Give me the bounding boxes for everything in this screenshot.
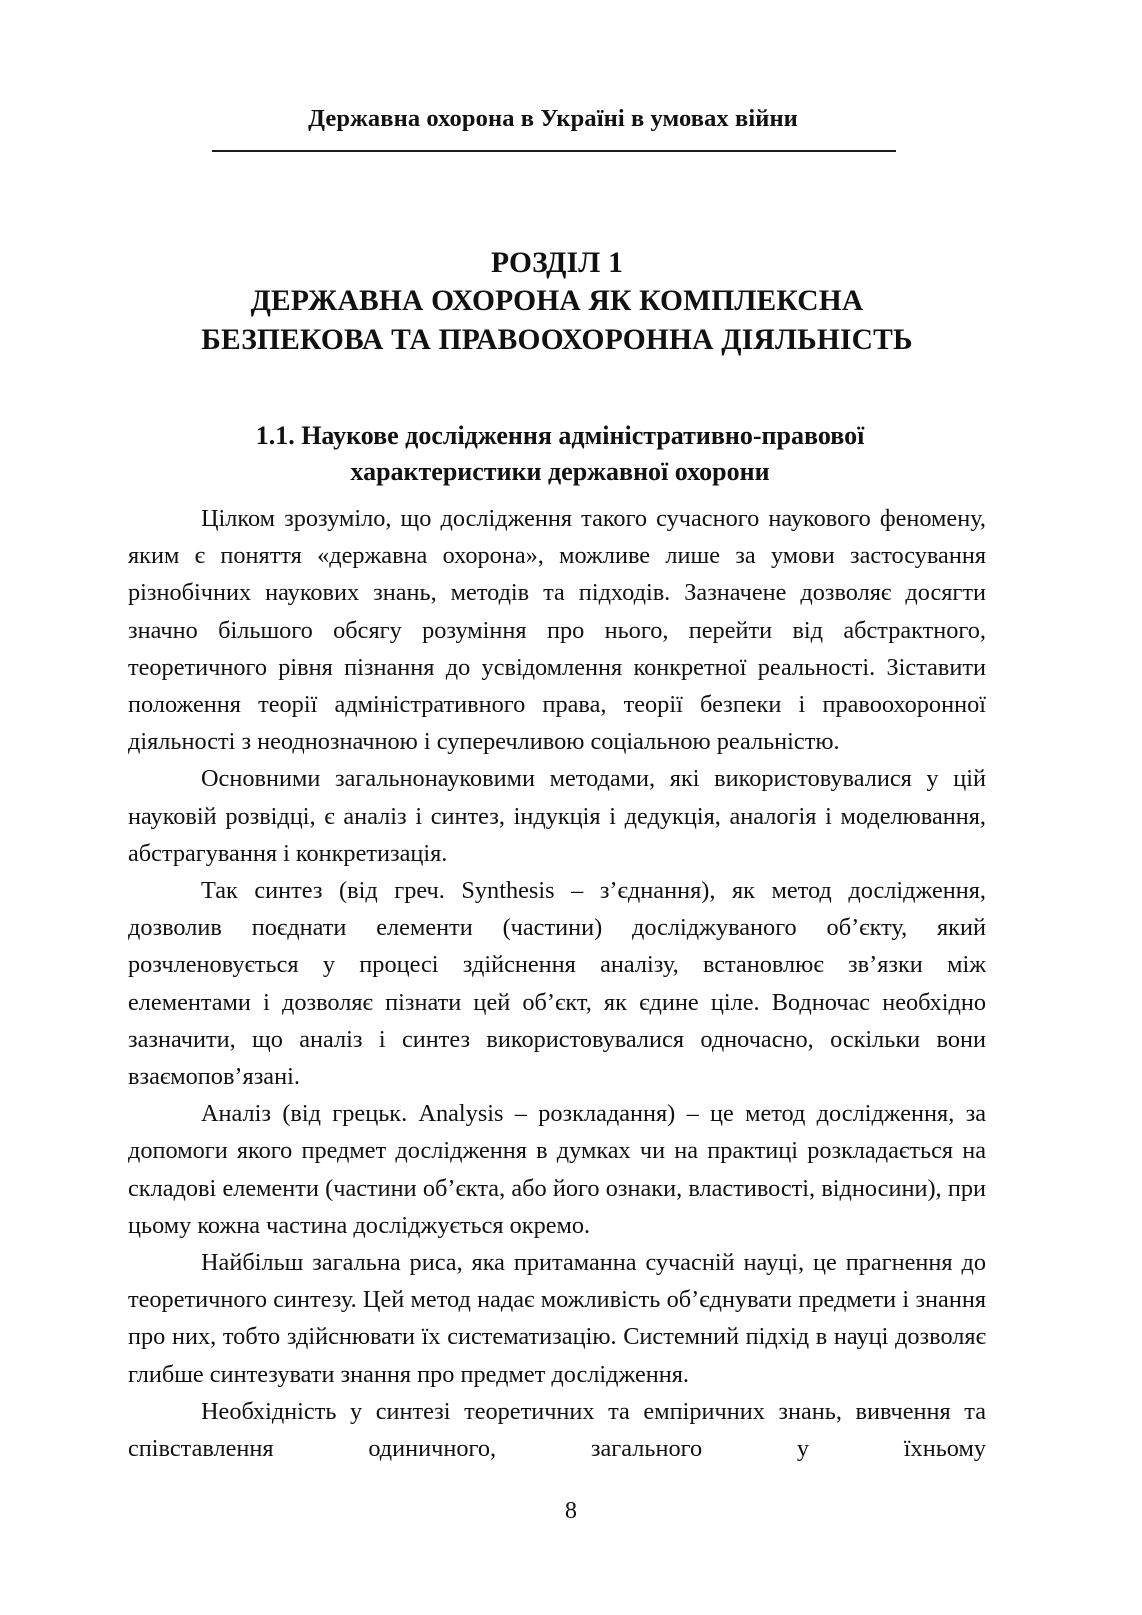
header-rule: [212, 150, 896, 152]
paragraph: Цілком зрозуміло, що дослідження такого сучасного наукового феномену, яким є поняття «державна охорона», можливе лише за умови застосування різнобічних наукових знань, методів та підходів. Зазначене дозволяє досягти значно більшого обсягу розуміння про нього, перейти від абстрактного, теоретичного рівня пізнання до усвідомлення конкретної реальності. Зіставити положення теорії адміністративного права, теорії безпеки і правоохоронної діяльності з неоднозначною і суперечливою соціальною реальністю.: [128, 505, 986, 756]
body-text: [128, 500, 986, 1504]
section-heading-line-1: 1.1. Наукове дослідження адміністративно-правової: [255, 421, 865, 450]
section-heading-line-2: характеристики державної охорони: [350, 456, 770, 486]
paragraph: Необхідність у синтезі теоретичних та емпіричних знань, вивчення та співставлення одиничного, загального у їхньому: [128, 1397, 986, 1463]
paragraph: Аналіз (від грецьк. Analysis – розкладання) – це метод дослідження, за допомоги якого предмет дослідження в думках чи на практиці розкладається на складові елементи (частини об’єкта, або його ознаки, властивості, відносини), при цьому кожна частина досліджується окремо.: [128, 1100, 986, 1239]
paragraph: Найбільш загальна риса, яка притаманна сучасній науці, це прагнення до теоретичного синтезу. Цей метод надає можливість об’єднувати предмети і знання про них, тобто здійснювати їх систематизацію. Системний підхід в науці дозволяє глибше синтезувати знання про предмет дослідження.: [128, 1249, 986, 1388]
paragraph: Основними загальнонауковими методами, які використовувалися у цій науковій розвідці, є аналіз і синтез, індукція і дедукція, аналогія і моделювання, абстрагування і конкретизація.: [128, 765, 986, 867]
chapter-number: РОЗДІЛ 1: [490, 247, 624, 279]
paragraph: Так синтез (від греч. Synthesis – з’єднання), як метод дослідження, дозволив поєднати елементи (частини) досліджуваного об’єкту, який розчленовується у процесі здійснення аналізу, встановлює зв’язки між елементами і дозволяє пізнати цей об’єкт, як єдине ціле. Водночас необхідно зазначити, що аналіз і синтез використовувалися одночасно, оскільки вони взаємопов’язані.: [128, 877, 986, 1091]
chapter-title-line-1: ДЕРЖАВНА ОХОРОНА ЯК КОМПЛЕКСНА: [250, 285, 864, 318]
chapter-title-line-2: БЕЗПЕКОВА ТА ПРАВООХОРОННА ДІЯЛЬНІСТЬ: [201, 323, 913, 356]
running-head: Державна охорона в Україні в умовах війни: [308, 105, 798, 132]
page-number: 8: [564, 1497, 578, 1524]
section-heading: [150, 418, 970, 490]
chapter-title: [128, 244, 986, 359]
